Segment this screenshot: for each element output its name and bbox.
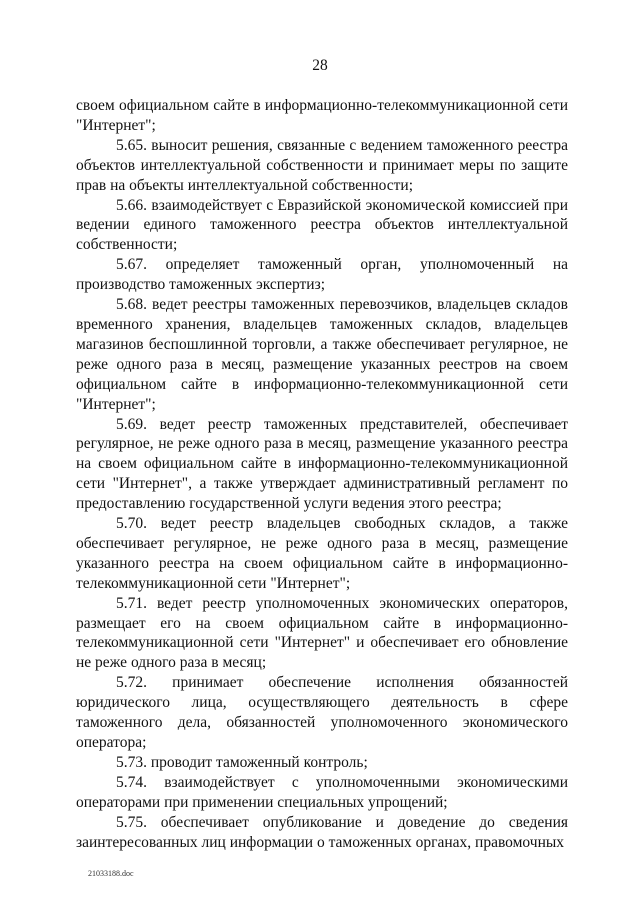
page-number: 28: [312, 57, 328, 74]
paragraph-5-75: 5.75. обеспечивает опубликование и доведение до сведения заинтересованных лиц информации о таможенных органах, правомочных: [76, 813, 568, 851]
document-body: [76, 96, 568, 852]
paragraph-5-67: 5.67. определяет таможенный орган, уполномоченный на производство таможенных экспертиз;: [76, 256, 568, 294]
paragraph-continuation: своем официальном сайте в информационно-телекоммуникационной сети "Интернет";: [76, 97, 568, 134]
paragraph-5-73: 5.73. проводит таможенный контроль;: [116, 753, 368, 771]
document-filename-footer: 21033188.doc: [88, 869, 134, 878]
paragraph-5-66: 5.66. взаимодействует с Евразийской экономической комиссией при ведении единого таможенного реестра объектов интеллектуальной собственности;: [76, 196, 568, 254]
paragraph-5-65: 5.65. выносит решения, связанные с ведением таможенного реестра объектов интеллектуальной собственности и принимает меры по защите прав на объекты интеллектуальной собственности;: [76, 136, 568, 194]
paragraph-5-70: 5.70. ведет реестр владельцев свободных складов, а также обеспечивает регулярное, не реже одного раза в месяц, размещение указанного реестра на своем официальном сайте в информационно-телекоммуникационной сети "Интернет";: [76, 515, 568, 592]
paragraph-5-71: 5.71. ведет реестр уполномоченных экономических операторов, размещает его на своем официальном сайте в информационно-телекоммуникационной сети "Интернет" и обеспечивает его обновление не реже одного раза в месяц;: [76, 594, 568, 672]
paragraph-5-74: 5.74. взаимодействует с уполномоченными экономическими операторами при применении специальных упрощений;: [76, 773, 568, 811]
paragraph-5-72: 5.72. принимает обеспечение исполнения обязанностей юридического лица, осуществляющего деятельность в сфере таможенного дела, обязанностей уполномоченного экономического оператора;: [76, 674, 568, 751]
paragraph-5-69: 5.69. ведет реестр таможенных представителей, обеспечивает регулярное, не реже одного раза в месяц, размещение указанного реестра на своем официальном сайте в информационно-телекоммуникационной сети "Интернет", а также утверждает административный регламент по предоставлению государственной услуги ведения этого реестра;: [76, 415, 568, 513]
paragraph-5-68: 5.68. ведет реестры таможенных перевозчиков, владельцев складов временного хранения, владельцев таможенных складов, владельцев магазинов беспошлинной торговли, а также обеспечивает регулярное, не реже одного раза в месяц, размещение указанных реестров на своем официальном сайте в информационно-телекоммуникационной сети "Интернет";: [76, 296, 568, 413]
